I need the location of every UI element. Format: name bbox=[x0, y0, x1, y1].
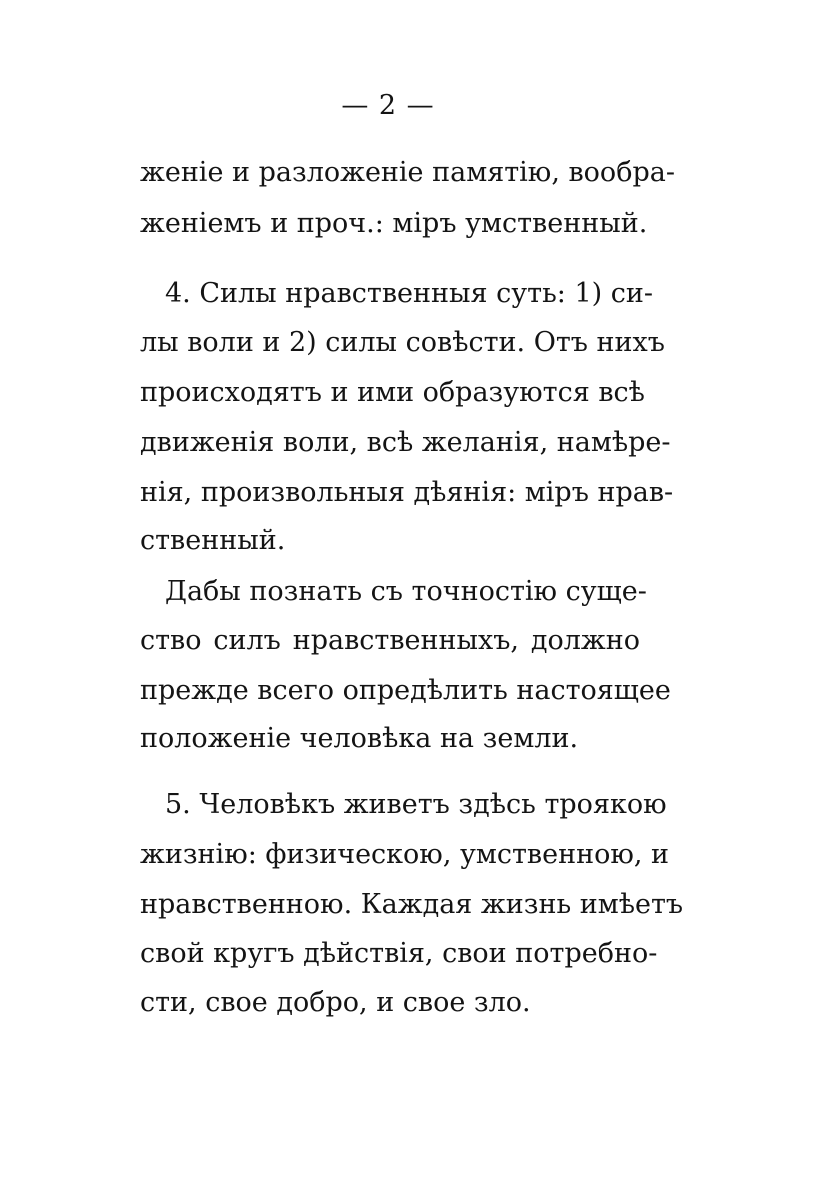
text-line: положеніе человѣка на земли. bbox=[140, 723, 579, 754]
text-line: женіе и разложеніе памятію, вообра- bbox=[140, 157, 675, 188]
text-line: жизнію: физическою, умственною, и bbox=[140, 839, 670, 870]
text-line: ство силъ нравственныхъ, должно bbox=[140, 625, 640, 656]
text-line: свой кругъ дѣйствія, свои потребно- bbox=[140, 938, 658, 969]
text-line: сти, свое добро, и свое зло. bbox=[140, 987, 531, 1018]
text-line: нія, произвольныя дѣянія: міръ нрав- bbox=[140, 477, 674, 508]
section-4-first-line: 4. Силы нравственныя суть: 1) си- bbox=[165, 278, 653, 309]
section-5-first-line: 5. Человѣкъ живетъ здѣсь троякою bbox=[165, 789, 667, 820]
text-line: нравственною. Каждая жизнь имѣетъ bbox=[140, 889, 684, 920]
paragraph-first-line: Дабы познать съ точностію суще- bbox=[165, 576, 647, 607]
text-line: лы воли и 2) силы совѣсти. Отъ нихъ bbox=[140, 327, 665, 358]
text-line: движенія воли, всѣ желанія, намѣре- bbox=[140, 427, 671, 458]
text-line: женіемъ и проч.: міръ умственный. bbox=[140, 208, 648, 239]
text-line: прежде всего опредѣлить настоящее bbox=[140, 675, 671, 706]
text-line: происходятъ и ими образуются всѣ bbox=[140, 377, 645, 408]
page-number: — 2 — bbox=[341, 90, 435, 121]
text-line: ственный. bbox=[140, 525, 286, 556]
